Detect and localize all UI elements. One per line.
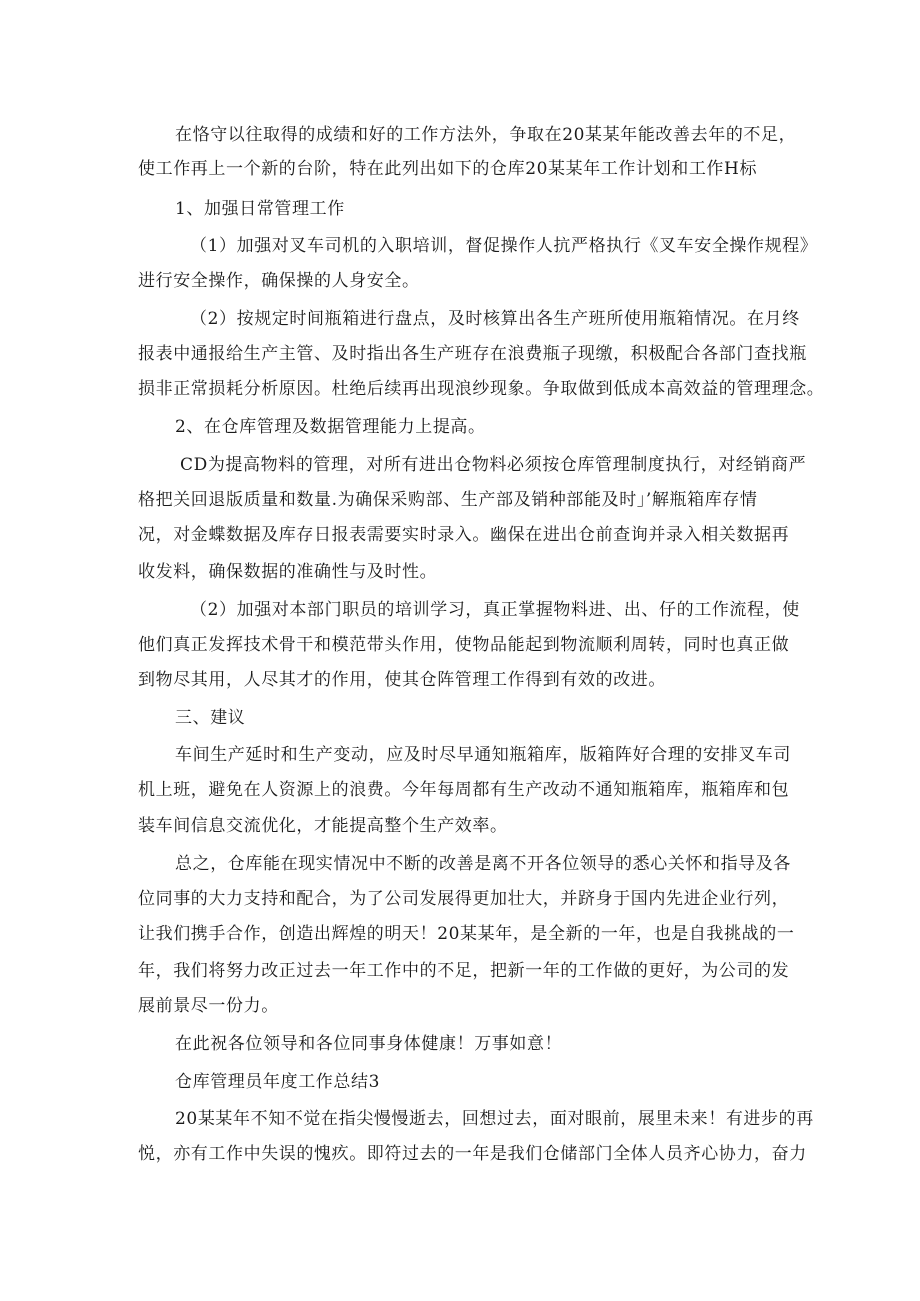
text-line: 装车间信息交流优化，才能提高整个生产效率。: [138, 816, 508, 836]
text-line: 进行安全操作，确保操的人身安全。: [138, 271, 420, 291]
text-line: （1）加强对叉车司机的入职培训，督促操作人抗严格执行《叉车安全操作规程》: [190, 236, 818, 256]
text-line: 况，对金蝶数据及库存日报表需要实时录入。幽保在进出仓前查询并录入相关数据再: [138, 525, 790, 545]
text-line: 在恪守以往取得的成绩和好的工作方法外，争取在20某某年能改善去年的不足，: [175, 125, 797, 145]
text-line: 在此祝各位领导和各位同事身体健康！万事如意！: [175, 1034, 563, 1054]
section-heading: 2、在仓库管理及数据管理能力上提高。: [175, 417, 486, 437]
text-line: 收发料，确保数据的准确性与及时性。: [138, 562, 438, 582]
section-heading: 1、加强日常管理工作: [175, 199, 345, 219]
text-line: 他们真正发挥技术骨干和模范带头作用，使物品能起到物流顺利周转，同时也真正做: [138, 635, 790, 655]
text-line: 机上班，避免在人资源上的浪费。今年每周都有生产改动不通知瓶箱库，瓶箱库和包: [138, 780, 790, 800]
text-line: CD为提高物料的管理，对所有进出仓物料必须按仓库管理制度执行，对经销商严: [180, 455, 807, 475]
text-line: 损非正常损耗分析原因。杜绝后续再出现浪纱现象。争取做到低成本高效益的管理理念。: [138, 379, 825, 399]
text-line: 到物尽其用，人尽其才的作用，使其仓阵管理工作得到有效的改进。: [138, 670, 666, 690]
text-line: 悦，亦有工作中失误的愧疚。即符过去的一年是我们仓储部门全体人员齐心协力，奋力: [138, 1144, 807, 1164]
section-heading: 三、建议: [175, 708, 246, 728]
text-line: （2）按规定时间瓶箱进行盘点，及时核算出各生产班所使用瓶箱情况。在月终: [190, 309, 800, 329]
text-line: （2）加强对本部门职员的培训学习，真正掌握物料进、出、仔的工作流程，使: [190, 600, 800, 620]
text-line: 位同事的大力支持和配合，为了公司发展得更加壮大，并跻身于国内先进企业行列，: [138, 889, 790, 909]
text-line: 展前景尽一份力。: [138, 996, 279, 1016]
text-line: 20某某年不知不觉在指尖慢慢逝去，回想过去，面对眼前，展里未来！有进步的再: [175, 1109, 814, 1129]
text-line: 车间生产延时和生产变动，应及时尽早通知瓶箱库，版箱阵好合理的安排叉车司: [175, 745, 791, 765]
text-line: 报表中通报给生产主管、及时指出各生产班存在浪费瓶子现缴，积极配合各部门查找瓶: [138, 344, 807, 364]
text-line: 总之，仓库能在现实情况中不断的改善是离不开各位领导的悉心关怀和指导及各: [175, 854, 791, 874]
text-line: 格把关回退版质量和数量.为确保采购部、生产部及销种部能及时」’解瓶箱库存情: [138, 490, 758, 510]
text-line: 年，我们将努力改正过去一年工作中的不足，把新一年的工作做的更好，为公司的发: [138, 961, 790, 981]
text-line: 让我们携手合作，创造出辉煌的明天！20某某年，是全新的一年，也是自我挑战的一: [138, 924, 795, 944]
section-heading: 仓库管理员年度工作总结3: [175, 1072, 381, 1092]
text-line: 使工作再上一个新的台阶，特在此列出如下的仓库20某某年工作计划和工作H标: [138, 159, 758, 179]
